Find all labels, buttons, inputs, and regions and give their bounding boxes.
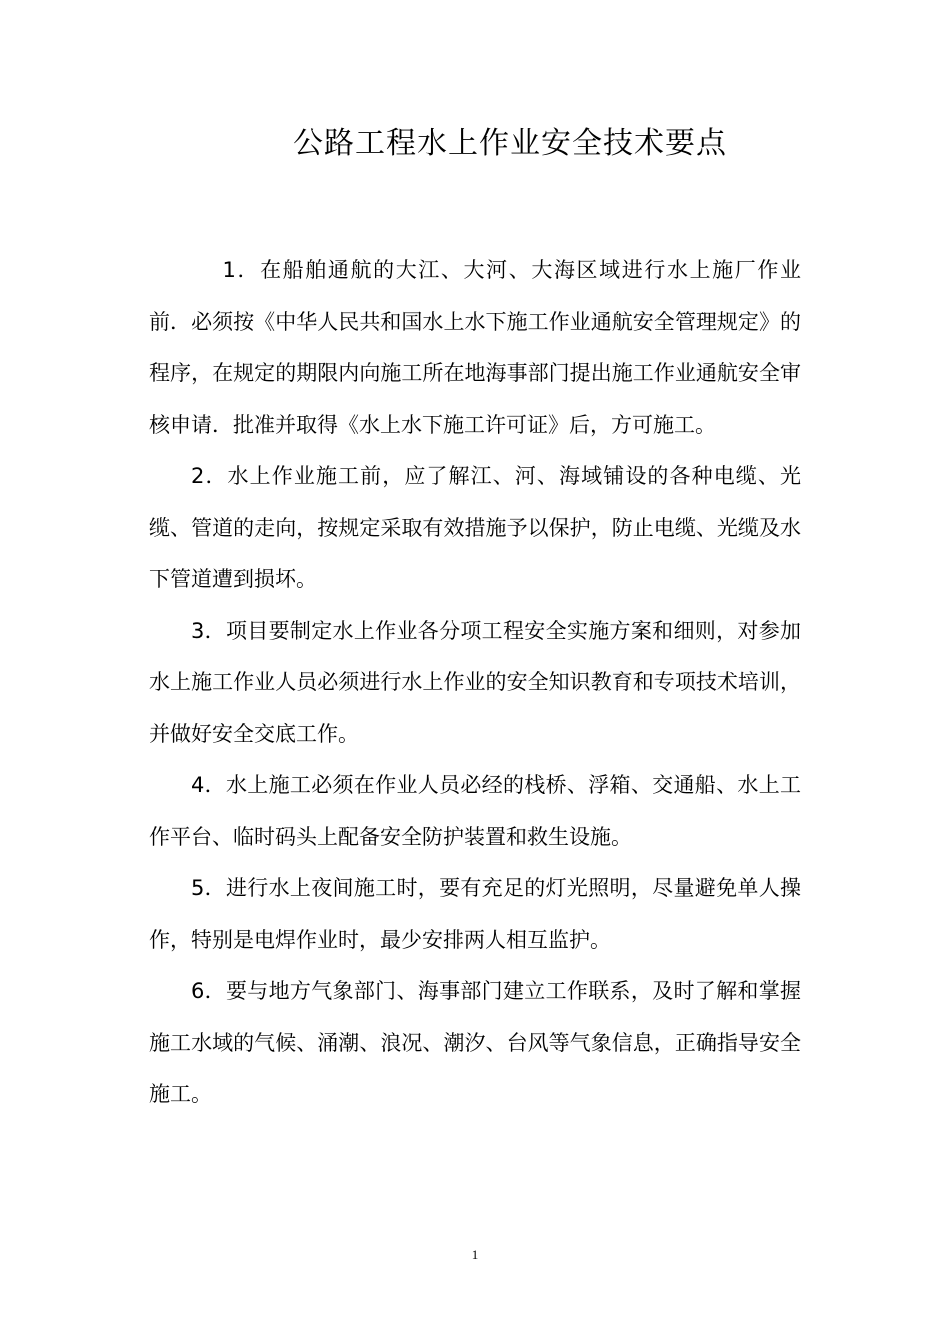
paragraph-3: 3．项目要制定水上作业各分项工程安全实施方案和细则，对参加水上施工作业人员必须进行水上作业的安全知识教育和专项技术培训，并做好安全交底工作。 <box>149 618 801 746</box>
paragraph-2: 2．水上作业施工前，应了解江、河、海域铺设的各种电缆、光缆、管道的走向，按规定采取有效措施予以保护，防止电缆、光缆及水下管道遭到损坏。 <box>149 464 801 591</box>
document-title: 公路工程水上作业安全技术要点 <box>293 126 727 161</box>
paragraph-6: 6．要与地方气象部门、海事部门建立工作联系，及时了解和掌握施工水域的气候、涌潮、浪况、潮汐、台风等气象信息，正确指导安全施工。 <box>149 979 801 1106</box>
paragraph-4: 4．水上施工必须在作业人员必经的栈桥、浮箱、交通船、水上工作平台、临时码头上配备安全防护装置和救生设施。 <box>149 773 801 849</box>
paragraph-1: 1．在船舶通航的大江、大河、大海区域进行水上施厂作业前．必须按《中华人民共和国水上水下施工作业通航安全管理规定》的程序，在规定的期限内向施工所在地海事部门提出施工作业通航安全审核申请．批准并取得《水上水下施工许可证》后，方可施工。 <box>149 258 801 437</box>
document-body <box>149 245 801 1121</box>
paragraph-5: 5．进行水上夜间施工时，要有充足的灯光照明，尽量避免单人操作，特别是电焊作业时，最少安排两人相互监护。 <box>149 876 801 952</box>
page-number: 1 <box>471 1247 479 1262</box>
